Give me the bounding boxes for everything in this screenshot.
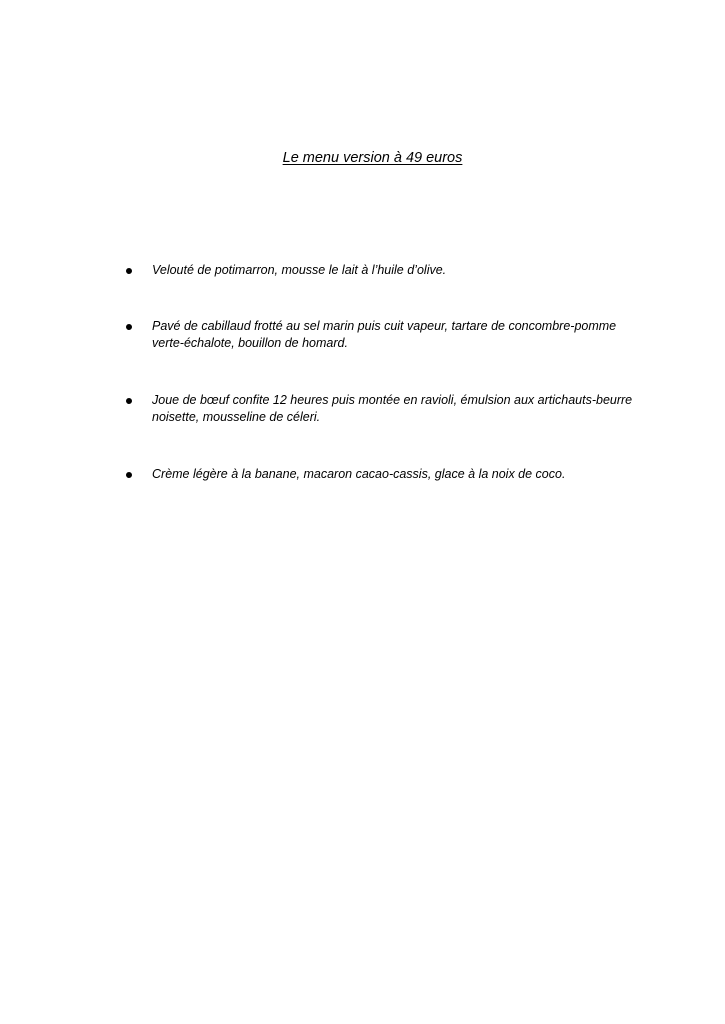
bullet-icon	[126, 398, 132, 404]
menu-item-text: Joue de bœuf confite 12 heures puis montée en ravioli, émulsion aux artichauts-beurre noisette, mousseline de céleri.	[152, 393, 633, 424]
bullet-icon	[126, 472, 132, 478]
menu-item-text: Pavé de cabillaud frotté au sel marin puis cuit vapeur, tartare de concombre-pomme verte-échalote, bouillon de homard.	[152, 319, 617, 350]
bullet-icon	[126, 324, 132, 330]
menu-item-text: Velouté de potimarron, mousse le lait à l’huile d’olive.	[152, 263, 447, 277]
menu-title: Le menu version à 49 euros	[282, 150, 463, 166]
bullet-icon	[126, 268, 132, 274]
menu-item-text: Crème légère à la banane, macaron cacao-cassis, glace à la noix de coco.	[152, 467, 566, 481]
